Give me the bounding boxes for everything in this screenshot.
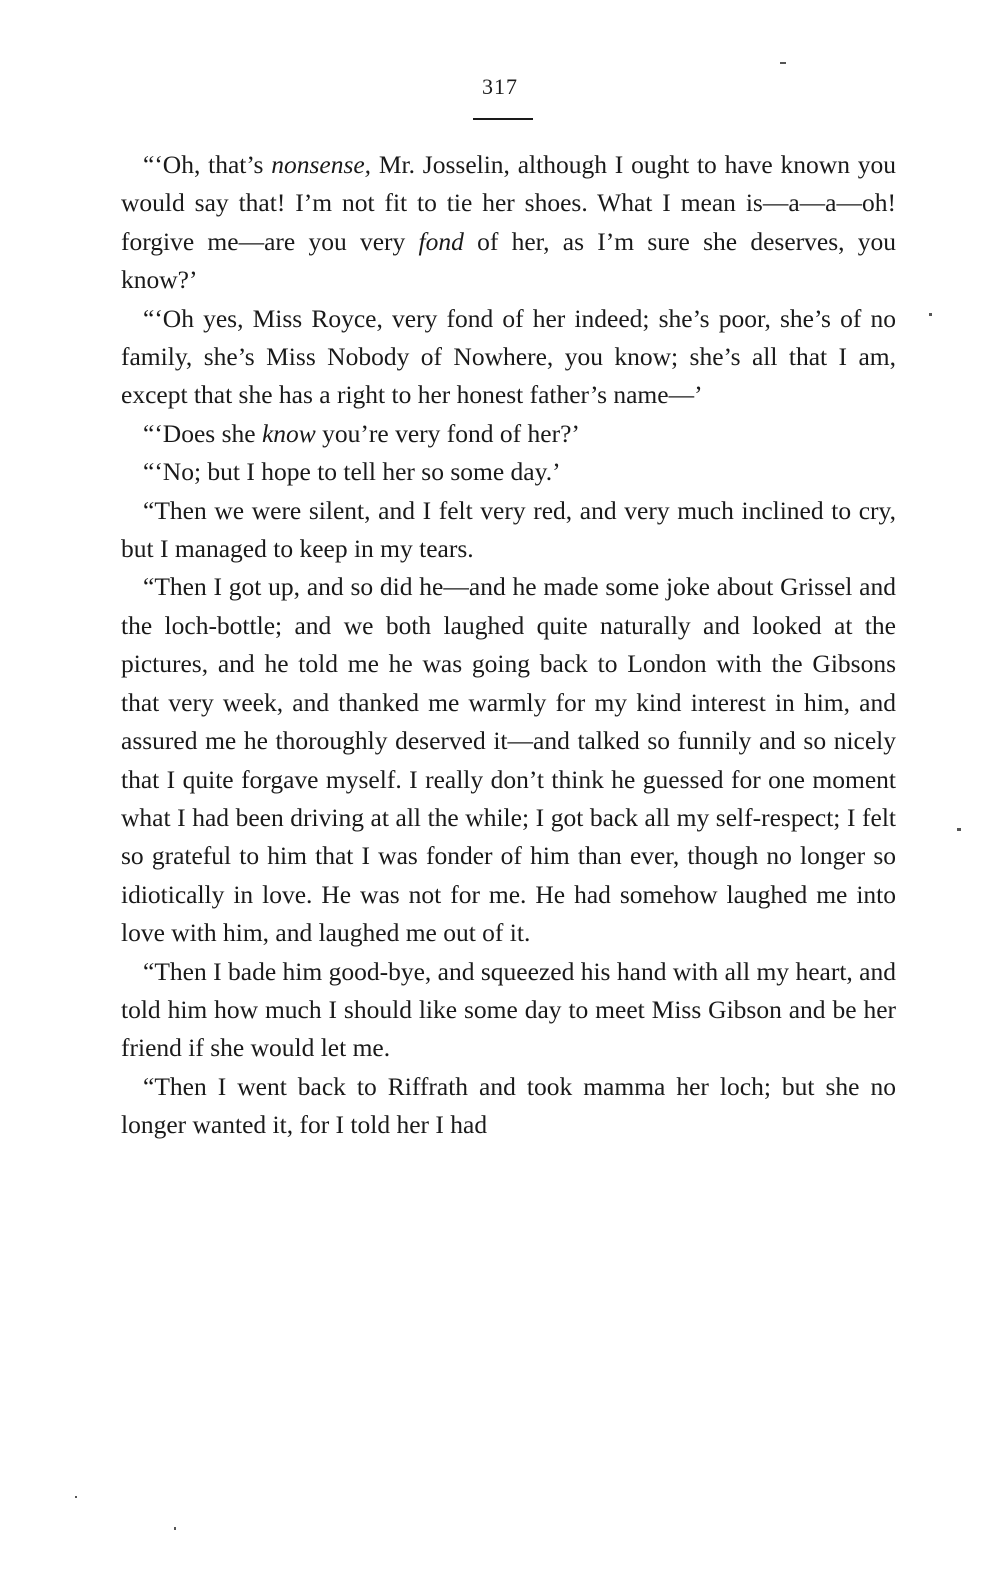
- text-run: “Then we were silent, and I felt very red, and very much inclined to cry, but I managed to keep in my tears.: [121, 495, 896, 564]
- text-run: Mr. Josselin, although I ought to have known you would say that! I’m not fit to tie her shoes. What I mean is—a—a—oh! forgive me—are you very: [121, 150, 896, 256]
- text-run: “Then I got up, and so did he—and he made some joke about Grissel and the loch-bottle; and we both laughed quite naturally and looked at the pictures, and he told me he was going back to London with the Gibsons that very week, and thanked me warmly for my kind interest in him, and assured me he thoroughly deserved it—and talked so funnily and so nicely that I quite forgave myself. I really don’t think he guessed for one moment what I had been driving at all the while; I got back all my self-respect; I felt so grateful to him that I was fonder of him than ever, though no longer so idiotically in love. He was not for me. He had somehow laughed me into love with him, and laughed me out of it.: [121, 572, 896, 948]
- margin-speck: [957, 828, 961, 831]
- paragraph: [121, 415, 896, 453]
- italic-text-run: nonsense,: [271, 150, 372, 179]
- margin-speck: [75, 1496, 77, 1498]
- text-run: “‘Oh yes, Miss Royce, very fond of her indeed; she’s poor, she’s of no family, she’s Miss Nobody of Nowhere, you know; she’s all that I am, except that she has a right to her honest father’s name—’: [121, 303, 896, 410]
- body-text: [121, 146, 896, 1145]
- text-run: “Then I went back to Riffrath and took mamma her loch; but she no longer wanted it, for I told her I had: [121, 1071, 896, 1140]
- italic-text-run: know: [261, 418, 316, 448]
- paragraph: [121, 568, 896, 952]
- paragraph: [121, 492, 896, 569]
- italic-text-run: fond: [418, 226, 464, 256]
- text-run: you’re very fond of her?’: [315, 418, 580, 448]
- page-number-rule: [473, 118, 533, 120]
- margin-speck: [780, 62, 786, 64]
- margin-speck: [929, 313, 932, 316]
- margin-speck: [174, 1527, 176, 1530]
- text-run: “‘Oh, that’s: [143, 150, 272, 179]
- page-number: 317: [482, 74, 518, 99]
- paragraph: [121, 1068, 896, 1145]
- paragraph: [121, 300, 896, 415]
- text-run: “Then I bade him good-bye, and squeezed his hand with all my heart, and told him how much I should like some day to meet Miss Gibson and be her friend if she would let me.: [121, 956, 896, 1063]
- paragraph: [121, 146, 896, 300]
- text-run: “‘No; but I hope to tell her so some day.’: [143, 457, 561, 487]
- paragraph: [121, 453, 896, 491]
- text-run: “‘Does she: [143, 418, 262, 448]
- text-run: of her, as I’m sure she deserves, you know?’: [121, 226, 896, 295]
- paragraph: [121, 953, 896, 1068]
